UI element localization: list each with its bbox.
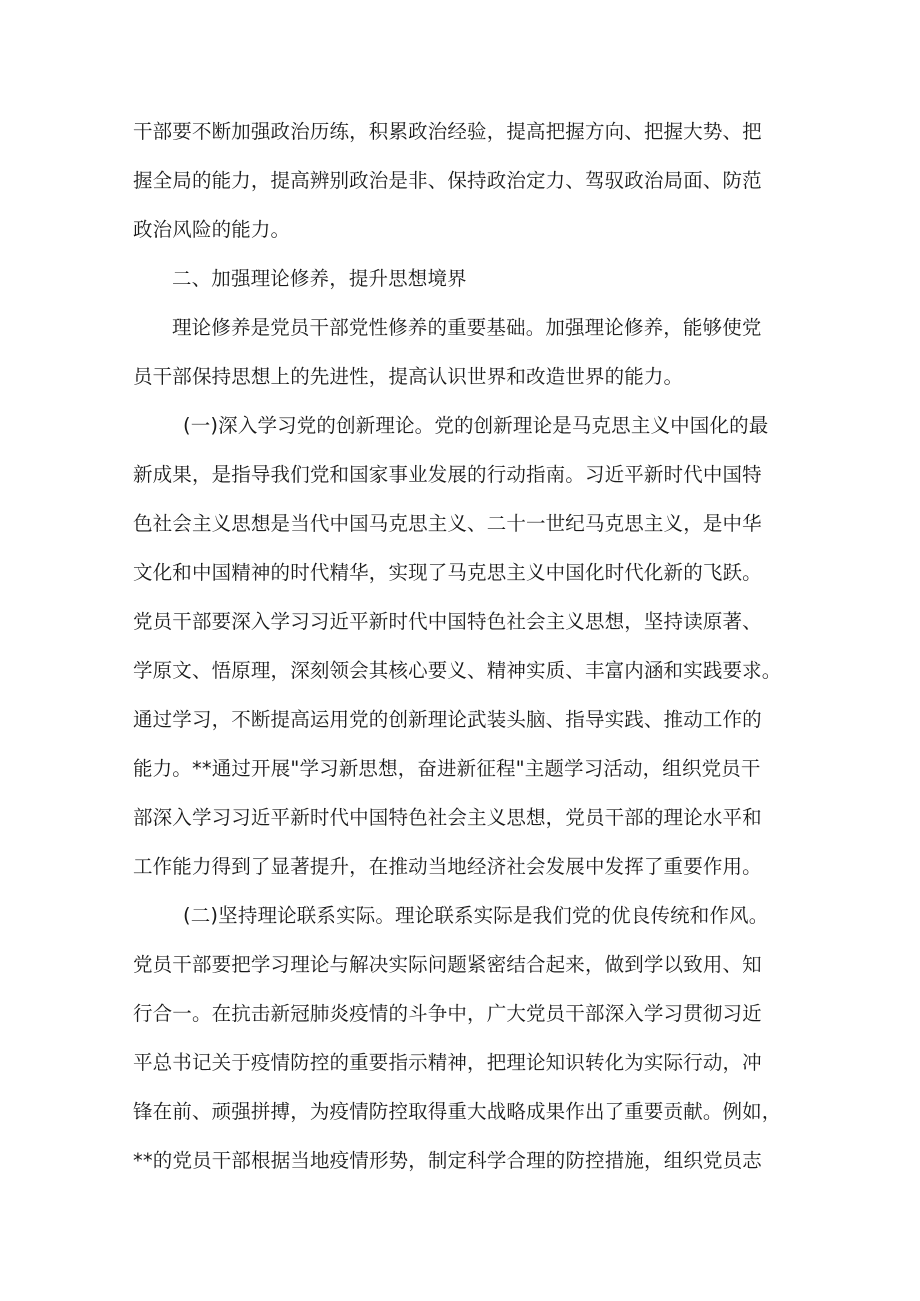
text-line: 党员干部要把学习理论与解决实际问题紧密结合起来，做到学以致用、知 bbox=[133, 953, 762, 976]
text-line: 文化和中国精神的时代精华，实现了马克思主义中国化时代化新的飞跃。 bbox=[133, 561, 762, 584]
text-line: 新成果，是指导我们党和国家事业发展的行动指南。习近平新时代中国特 bbox=[133, 463, 762, 486]
text-line: 学原文、悟原理，深刻领会其核心要义、精神实质、丰富内涵和实践要求。 bbox=[133, 659, 782, 682]
text-line: **的党员干部根据当地疫情形势，制定科学合理的防控措施，组织党员志 bbox=[133, 1149, 762, 1172]
text-line: 行合一。在抗击新冠肺炎疫情的斗争中，广大党员干部深入学习贯彻习近 bbox=[133, 1002, 762, 1025]
text-line: 通过学习，不断提高运用党的创新理论武装头脑、指导实践、推动工作的 bbox=[133, 708, 762, 731]
text-line: 党员干部要深入学习习近平新时代中国特色社会主义思想，坚持读原著、 bbox=[133, 610, 762, 633]
text-line: 干部要不断加强政治历练，积累政治经验，提高把握方向、把握大势、把 bbox=[133, 120, 762, 143]
text-line: 色社会主义思想是当代中国马克思主义、二十一世纪马克思主义，是中华 bbox=[133, 512, 762, 535]
text-line: 理论修养是党员干部党性修养的重要基础。加强理论修养，能够使党 bbox=[172, 316, 762, 339]
text-line: 部深入学习习近平新时代中国特色社会主义思想，党员干部的理论水平和 bbox=[133, 806, 762, 829]
text-line: 工作能力得到了显著提升，在推动当地经济社会发展中发挥了重要作用。 bbox=[133, 855, 762, 878]
text-line: 员干部保持思想上的先进性，提高认识世界和改造世界的能力。 bbox=[133, 365, 684, 388]
text-line: 握全局的能力，提高辨别政治是非、保持政治定力、驾驭政治局面、防范 bbox=[133, 169, 762, 192]
text-line: 能力。**通过开展"学习新思想，奋进新征程"主题学习活动，组织党员干 bbox=[133, 757, 761, 780]
subsection-line: (一)深入学习党的创新理论。党的创新理论是马克思主义中国化的最 bbox=[183, 414, 769, 437]
text-line: 锋在前、顽强拼搏，为疫情防控取得重大战略成果作出了重要贡献。例如， bbox=[133, 1100, 782, 1123]
text-line: 平总书记关于疫情防控的重要指示精神，把理论知识转化为实际行动，冲 bbox=[133, 1051, 762, 1074]
text-line: 政治风险的能力。 bbox=[133, 218, 291, 241]
subsection-line: (二)坚持理论联系实际。理论联系实际是我们党的优良传统和作风。 bbox=[183, 904, 769, 927]
section-heading: 二、加强理论修养，提升思想境界 bbox=[172, 267, 467, 290]
